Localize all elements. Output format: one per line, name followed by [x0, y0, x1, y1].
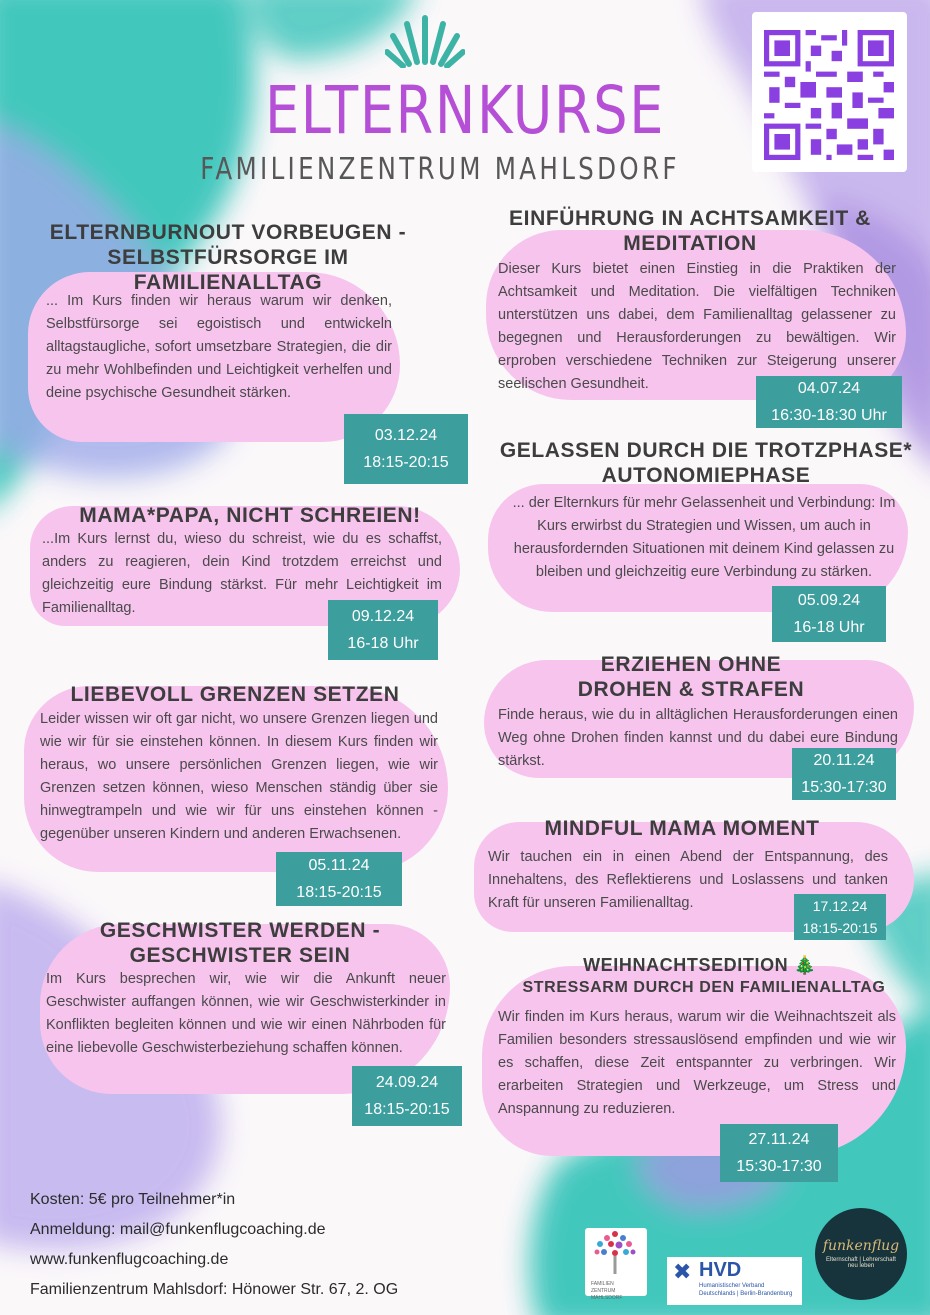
course-date-achtsamkeit — [756, 376, 902, 428]
person-icon: ✖ — [673, 1259, 692, 1284]
course-text-trotzphase: ... der Elternkurs für mehr Gelassenheit und Verbindung: Im Kurs erwirbst du Strategien und Wissen, um auch in herausfordernden Situationen mit deinem Kind gelassen zu bleiben und gleichzeitig eure Verbindung zu stärken. — [512, 495, 896, 580]
course-subtitle-weihnachten: STRESSARM DURCH DEN FAMILIENALLTAG — [522, 979, 886, 996]
qr-code-icon — [764, 30, 894, 160]
course-time: 16-18 Uhr — [347, 635, 419, 652]
course-date: 17.12.24 — [812, 898, 868, 914]
course-date: 20.11.24 — [813, 752, 875, 769]
funkenflug-logo — [815, 1208, 907, 1300]
page-title: ELTERNKURSE — [264, 72, 666, 149]
footer-address: Familienzentrum Mahlsdorf: Hönower Str. 67, 2. OG — [30, 1281, 399, 1298]
familienzentrum-label-1: FAMILIEN — [591, 1281, 614, 1287]
funkenflug-name: funkenflug — [822, 1238, 900, 1254]
course-title-weihnachten — [500, 954, 900, 976]
course-title: WEIHNACHTSEDITION — [583, 955, 789, 975]
qr-code[interactable] — [752, 12, 907, 172]
course-date: 04.07.24 — [797, 380, 861, 397]
course-title-grenzen: LIEBEVOLL GRENZEN SETZEN — [70, 683, 400, 706]
funkenflug-tagline-1: Elternschaft | Lehrerschaft — [826, 1257, 896, 1263]
hvd-line-1: Humanistischer Verband — [699, 1283, 765, 1289]
footer-registration[interactable]: Anmeldung: mail@funkenflugcoaching.de — [30, 1221, 326, 1238]
course-date-trotzphase — [772, 586, 886, 642]
course-date: 05.11.24 — [308, 857, 370, 874]
course-time: 15:30-17:30 — [736, 1158, 822, 1175]
course-date-erziehen — [792, 748, 896, 800]
course-text-erziehen: Finde heraus, wie du in alltäglichen Herausforderungen einen Weg ohne Drohen finden kannst und du dabei eure Bindung stärkst. — [498, 707, 898, 769]
course-text-achtsamkeit: Dieser Kurs bietet einen Einstieg in die Praktiken der Achtsamkeit und Meditation. Die vielfältigen Techniken unterstützen uns dabei, dem Familienalltag gelassener zu begegnen und Herausforderungen zu bewältigen. Wir erproben verschiedene Techniken zur Steigerung unserer seelischen Gesundheit. — [498, 261, 896, 392]
course-date-elternburnout — [344, 414, 468, 484]
course-date: 27.11.24 — [748, 1131, 810, 1148]
page-subtitle: FAMILIENZENTRUM MAHLSDORF — [200, 152, 680, 187]
course-title-erziehen: ERZIEHEN OHNE DROHEN & STRAFEN — [577, 653, 805, 701]
course-time: 18:15-20:15 — [363, 454, 449, 471]
hvd-logo — [667, 1257, 802, 1305]
funkenflug-tagline-2: neu leben — [847, 1263, 875, 1269]
course-title-trotzphase: GELASSEN DURCH DIE TROTZPHASE* AUTONOMIEPHASE — [499, 439, 913, 487]
footer-info — [30, 1185, 398, 1305]
course-date-mindful — [794, 894, 886, 940]
hvd-line-2: Deutschlands | Berlin-Brandenburg — [699, 1291, 793, 1297]
sunburst-icon — [385, 8, 465, 68]
course-time: 16:30-18:30 Uhr — [771, 407, 887, 424]
course-date-geschwister — [352, 1066, 462, 1126]
tree-logo-icon — [585, 1228, 647, 1276]
course-text-geschwister: Im Kurs besprechen wir, wie wir die Ankunft neuer Geschwister auffangen können, wie wir Geschwisterkinder in Konflikten begleiten können und wie wir einen Nährboden für eine liebevolle Geschwisterbeziehung schaffen können. — [46, 971, 446, 1056]
familienzentrum-label-2: ZENTRUM MAHLSDORF — [591, 1288, 623, 1301]
course-text-mama-papa: ...Im Kurs lernst du, wieso du schreist, wie du es schaffst, anders zu reagieren, dein Kind trotzdem erreichst und gleichzeitig eure Bindung stärkst. Für mehr Leichtigkeit im Familienalltag. — [42, 531, 442, 616]
course-date-grenzen — [276, 852, 402, 906]
course-text-grenzen: Leider wissen wir oft gar nicht, wo unsere Grenzen liegen und wie wir für sie einstehen können. In diesem Kurs finden wir heraus, wo unsere persönlichen Grenzen liegen, wie wir Grenzen setzen können, wieso Menschen ständig über sie hinwegtrampeln und wie wir für uns einstehen können - gegenüber unseren Kindern und anderen Erwachsenen. — [40, 711, 438, 842]
course-time: 18:15-20:15 — [296, 884, 382, 901]
course-date: 03.12.24 — [374, 427, 438, 444]
course-date: 05.09.24 — [797, 592, 861, 609]
course-date-mama-papa — [328, 600, 438, 660]
course-date: 09.12.24 — [351, 608, 415, 625]
footer-website[interactable]: www.funkenflugcoaching.de — [30, 1251, 229, 1268]
course-time: 18:15-20:15 — [364, 1101, 450, 1118]
christmas-tree-icon: 🎄 — [793, 955, 817, 975]
footer-cost: Kosten: 5€ pro Teilnehmer*in — [30, 1191, 236, 1208]
course-date: 24.09.24 — [375, 1074, 439, 1091]
course-date-weihnachten — [720, 1124, 838, 1182]
hvd-name: HVD — [699, 1259, 742, 1281]
course-text-elternburnout: ... Im Kurs finden wir heraus warum wir denken, Selbstfürsorge sei egoistisch und entwickeln alltagstaugliche, sofort umsetzbare Strategien, die dir zu mehr Wohlbefinden und Leichtigkeit verhelfen und deine psychische Gesundheit stärken. — [46, 293, 392, 401]
course-title-achtsamkeit: EINFÜHRUNG IN ACHTSAMKEIT & MEDITATION — [509, 207, 871, 255]
course-time: 18:15-20:15 — [802, 920, 878, 936]
familienzentrum-logo — [585, 1228, 647, 1301]
course-text-weihnachten: Wir finden im Kurs heraus, warum wir die Weihnachtszeit als Familien besonders stressauslösend empfinden und wie wir es schaffen, diese Zeit entspannter zu verbringen. Wir erarbeiten Strategien und Werkzeuge, um Stress und Anspannung zu reduzieren. — [498, 1009, 896, 1117]
course-title-geschwister: GESCHWISTER WERDEN - GESCHWISTER SEIN — [99, 919, 381, 967]
course-title-mindful: MINDFUL MAMA MOMENT — [544, 817, 820, 840]
course-time: 15:30-17:30 — [801, 779, 887, 796]
course-title-mama-papa: MAMA*PAPA, NICHT SCHREIEN! — [79, 504, 421, 527]
course-time: 16-18 Uhr — [793, 619, 865, 636]
course-title-elternburnout: ELTERNBURNOUT VORBEUGEN - SELBSTFÜRSORGE IM FAMILIENALLTAG — [49, 221, 407, 294]
course-text-mindful: Wir tauchen ein in einen Abend der Entspannung, des Innehaltens, des Reflektierens und Loslassens und tanken Kraft für unseren Familienalltag. — [488, 849, 888, 911]
